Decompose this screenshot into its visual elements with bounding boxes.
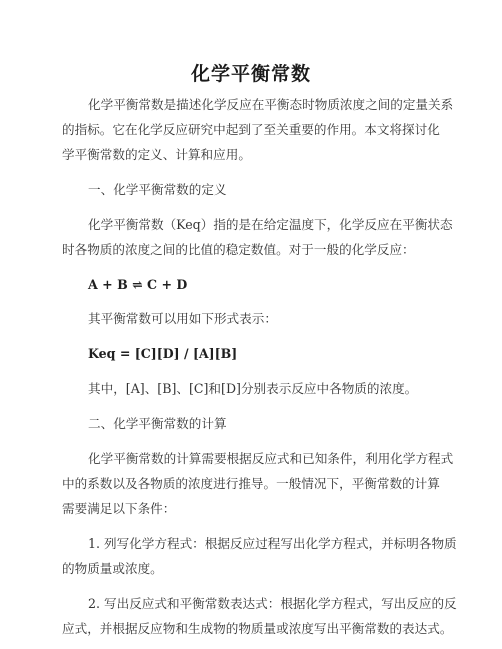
paragraph-line: 其平衡常数可以用如下形式表示：	[88, 311, 277, 326]
paragraph-line: 其中，[A]、[B]、[C]和[D]分别表示反应中各物质的浓度。	[88, 381, 418, 396]
list-item: 1. 列写化学方程式：根据反应过程写出化学方程式，并标明各物质	[88, 536, 457, 551]
reaction-equation: A + B ⇌ C + D	[88, 277, 188, 292]
paragraph-line: 化学平衡常数的计算需要根据反应式和已知条件，利用化学方程式	[88, 451, 454, 466]
paragraph-line: 中的系数以及各物质的浓度进行推导。一般情况下，平衡常数的计算	[62, 476, 440, 491]
section-heading: 一、化学平衡常数的定义	[88, 182, 227, 197]
paragraph-line: 时各物质的浓度之间的比值的稳定数值。对于一般的化学反应：	[62, 242, 415, 257]
page-title: 化学平衡常数	[190, 63, 311, 85]
paragraph-line: 需要满足以下条件：	[62, 501, 176, 516]
paragraph-line: 化学平衡常数（Keq）指的是在给定温度下，化学反应在平衡状态	[88, 217, 453, 232]
paragraph-line: 的指标。它在化学反应研究中起到了至关重要的作用。本文将探讨化	[62, 122, 440, 137]
list-item-continuation: 应式，并根据反应物和生成物的物质量或浓度写出平衡常数的表达式。	[62, 621, 453, 636]
keq-formula: Keq = [C][D] / [A][B]	[88, 346, 238, 361]
list-item: 2. 写出反应式和平衡常数表达式：根据化学方程式，写出反应的反	[88, 596, 457, 611]
section-heading: 二、化学平衡常数的计算	[88, 416, 227, 431]
paragraph-line: 化学平衡常数是描述化学反应在平衡态时物质浓度之间的定量关系	[88, 97, 454, 112]
list-item-continuation: 的物质量或浓度。	[62, 561, 163, 576]
paragraph-line: 学平衡常数的定义、计算和应用。	[62, 147, 251, 162]
